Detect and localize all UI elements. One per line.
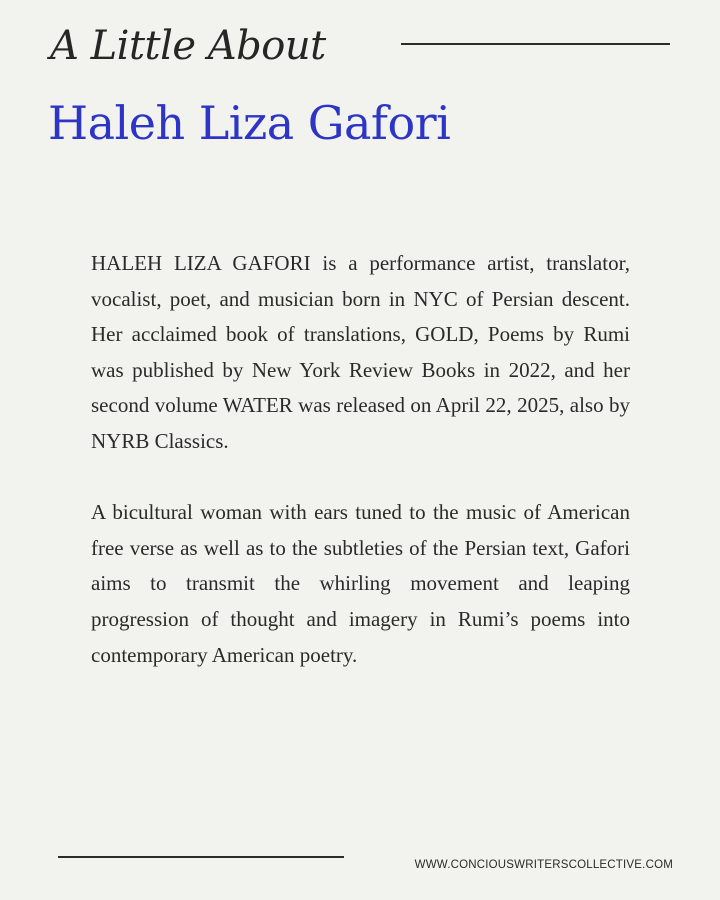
bio-text	[91, 246, 630, 673]
bio-paragraph-2: A bicultural woman with ears tuned to the music of American free verse as well as to the subtleties of the Persian text, Gafori aims to transmit the whirling movement and leaping progression of thought and imagery in Rumi’s poems into contemporary American poetry.	[91, 500, 630, 667]
kicker-heading: A Little About	[50, 23, 326, 69]
bottom-divider	[58, 856, 344, 858]
footer-url: WWW.CONCIOUSWRITERSCOLLECTIVE.COM	[414, 859, 673, 871]
bio-paragraph-1: HALEH LIZA GAFORI is a performance artist, translator, vocalist, poet, and musician born in NYC of Persian descent. Her acclaimed book of translations, GOLD, Poems by Rumi was published by New York Review Books in 2022, and her second volume WATER was released on April 22, 2025, also by NYRB Classics.	[91, 251, 630, 453]
author-name: Haleh Liza Gafori	[48, 96, 451, 150]
top-divider	[401, 43, 670, 45]
